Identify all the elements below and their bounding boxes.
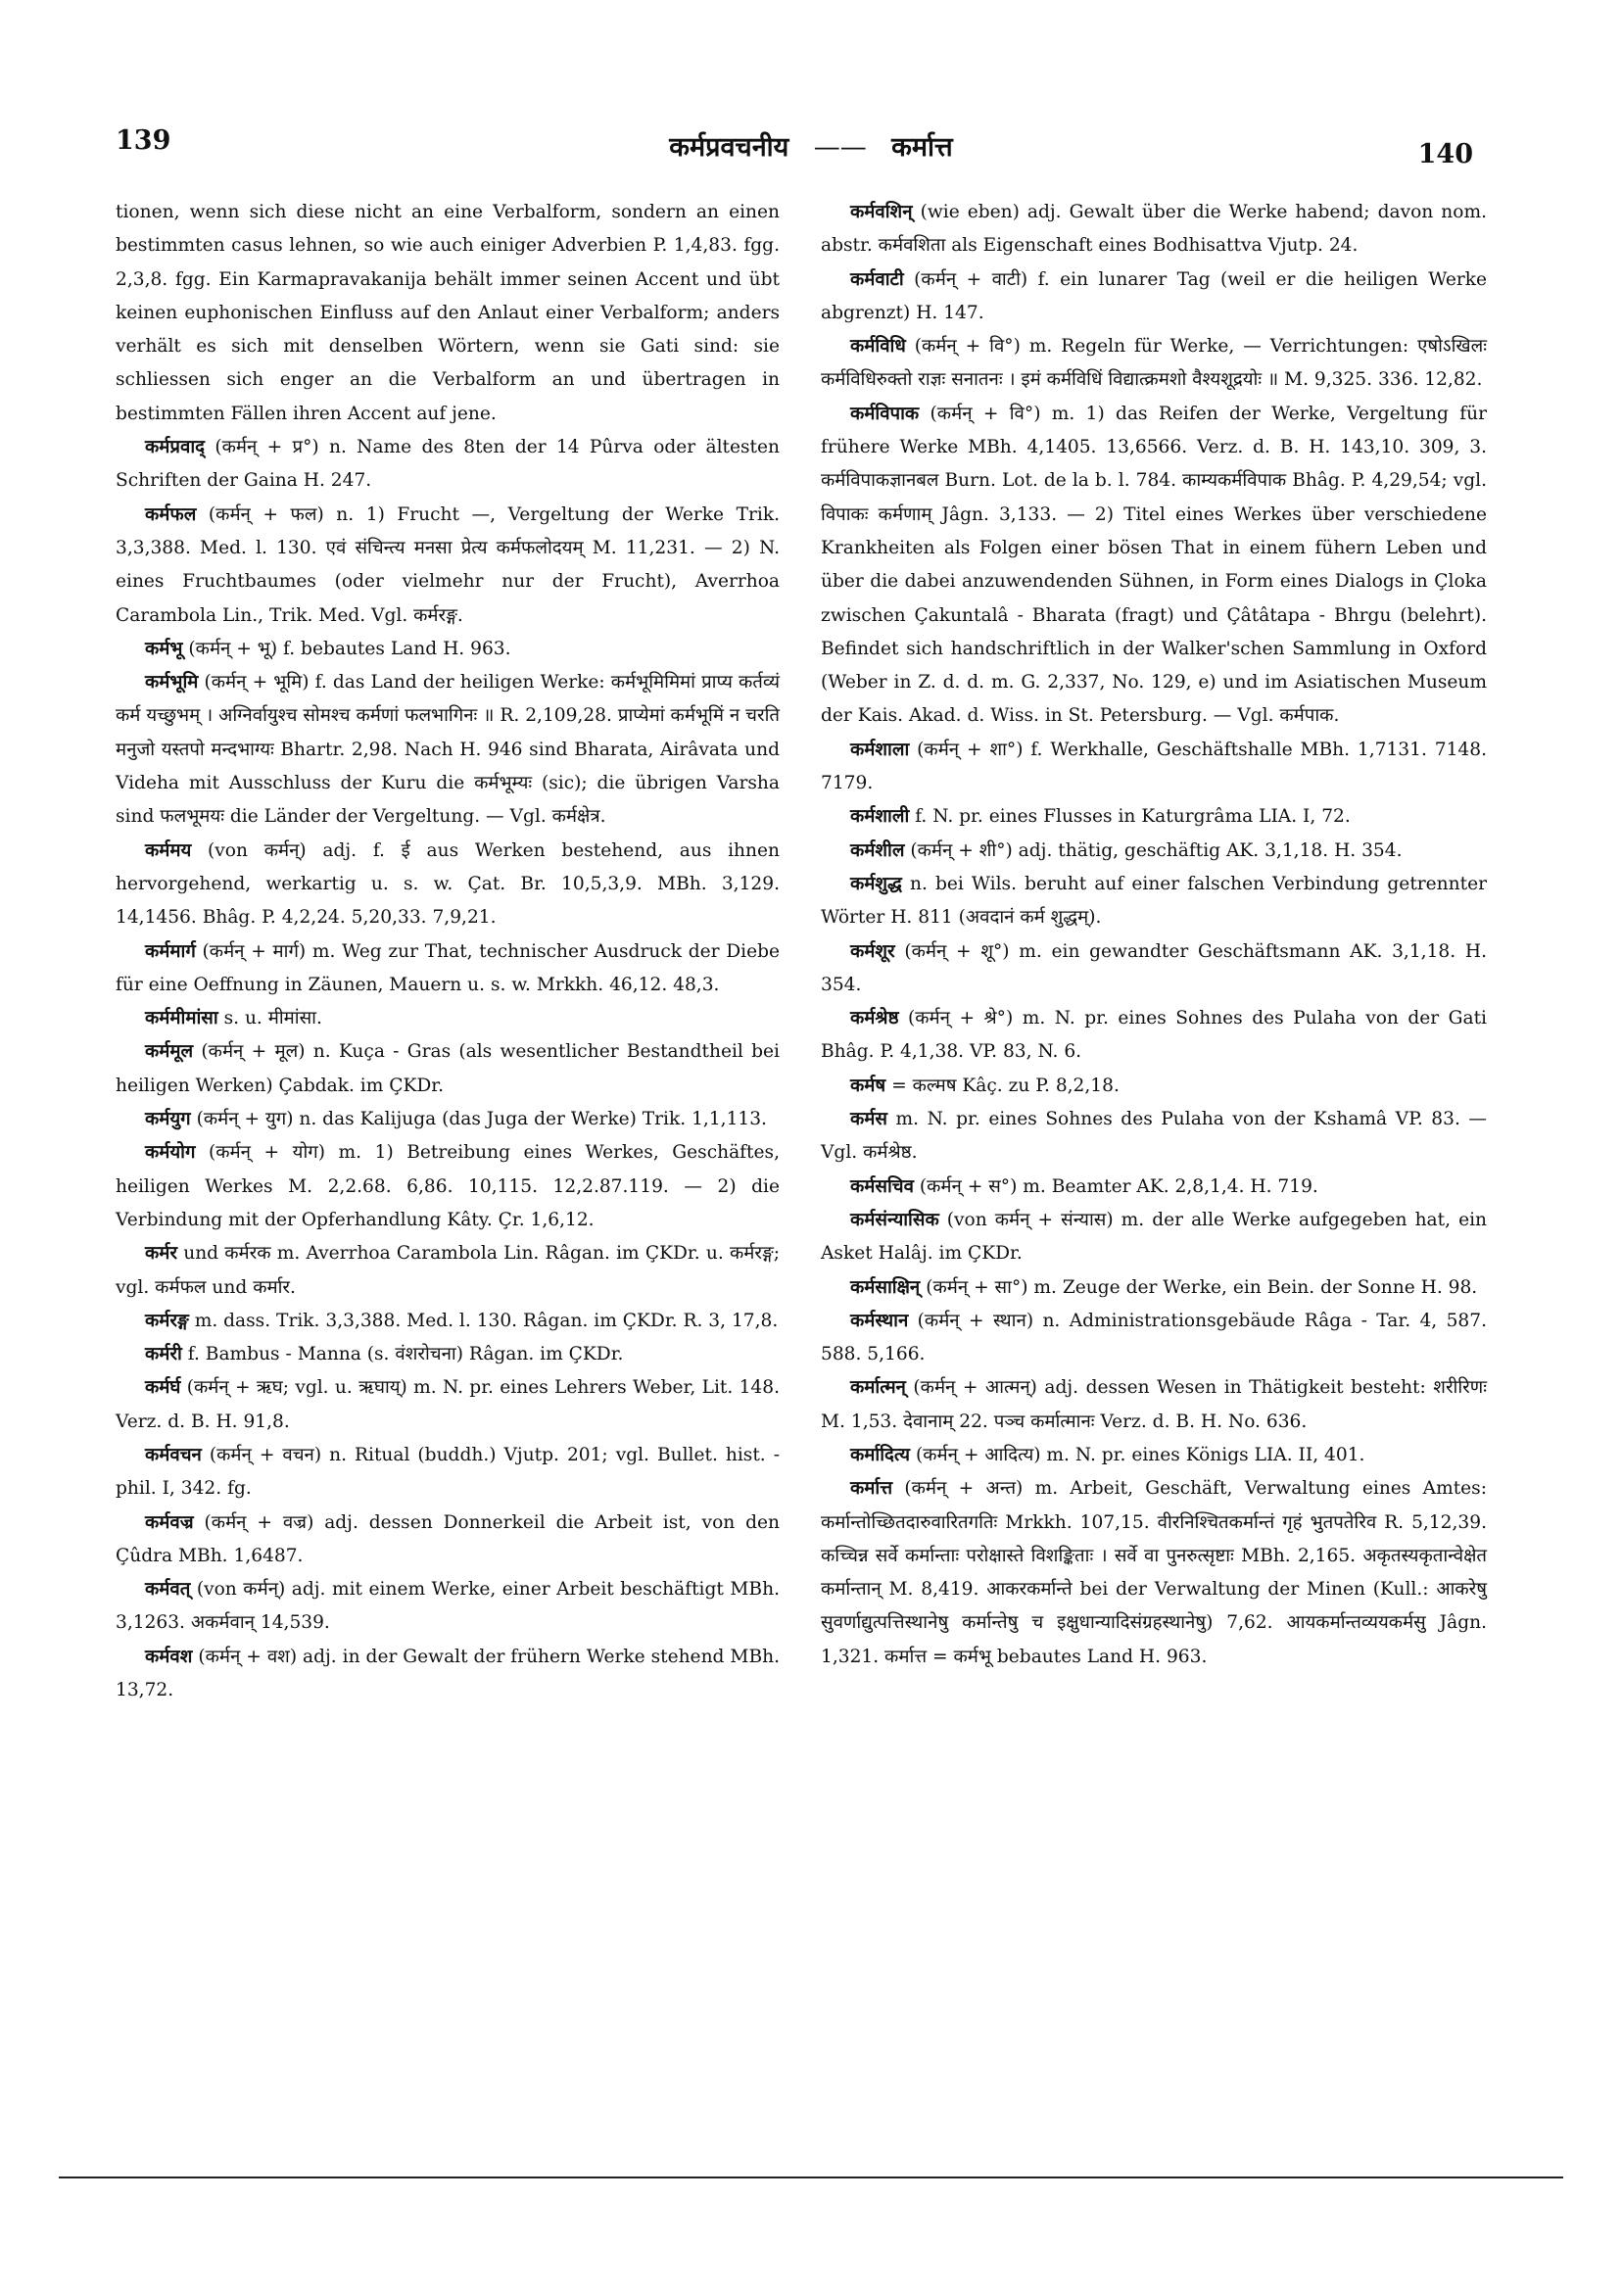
dictionary-entry [116,666,780,834]
entry-headword: कर्मवत् [145,1579,191,1601]
dictionary-entry [116,1305,780,1338]
dictionary-entry [821,1305,1487,1372]
entry-text: m. dass. Trik. 3,3,388. Med. l. 130. Râgan. im ÇKDr. R. 3, 17,8. [194,1310,779,1331]
dictionary-entry [116,1002,780,1035]
dictionary-entry [821,330,1487,398]
entry-text: (कर्मन् + स्थान) n. Administrationsgebäude Râga - Tar. 4, 587. 588. 5,166. [821,1310,1487,1365]
running-head-right: कर्मात्त [891,132,953,163]
dictionary-entry [116,1439,780,1507]
dictionary-entry [821,263,1487,331]
entry-headword: कर्मात्मन् [850,1377,906,1399]
entry-text: (कर्मन् + आदित्य) m. N. pr. eines Königs LIA. II, 401. [916,1444,1365,1465]
bottom-rule [59,2176,1563,2178]
dictionary-entry [116,499,780,633]
entry-headword: कर्मभूमि [145,672,199,694]
entry-text: (कर्मन् + युग) n. das Kalijuga (das Juga der Werke) Trik. 1,1,113. [196,1109,767,1130]
dictionary-entry [116,633,780,666]
dictionary-entry [116,1573,780,1641]
entry-text: (कर्मन् + शू°) m. ein gewandter Geschäftsmann AK. 3,1,18. H. 354. [821,940,1487,995]
entry-headword: कर्मविधि [850,336,906,358]
dictionary-entry [116,431,780,499]
dictionary-entry [821,1204,1487,1271]
entry-text: = कल्मष Kâç. zu P. 8,2,18. [891,1075,1120,1096]
dictionary-entry [821,1002,1487,1070]
dictionary-entry [821,1271,1487,1305]
entry-headword: कर्मशाला [850,739,910,760]
entry-text: (कर्मन् + योग) m. 1) Betreibung eines Werkes, Geschäftes, heiligen Werkes M. 2,2.68. 6,86. 10,115. 12,2.87.119. — 2) die Verbindung mit der Opferhandlung Kâty. Çr. 1,6,12. [116,1142,780,1230]
page-number-right: 140 [1417,139,1473,169]
dictionary-entry [821,935,1487,1003]
entry-headword: कर्मशूर [850,940,895,962]
dictionary-entry [821,734,1487,801]
entry-headword: कर्मात्त [850,1478,893,1500]
entry-text: (कर्मन् + मूल) n. Kuça - Gras (als wesentlicher Bestandtheil bei heiligen Werken) Çabdak. im ÇKDr. [116,1041,780,1096]
entry-text: s. u. मीमांसा. [223,1008,322,1029]
entry-headword: कर्मश्रेष्ठ [850,1008,899,1029]
entry-text: (कर्मन् + ऋघ; vgl. u. ऋघाय्) m. N. pr. eines Lehrers Weber, Lit. 148. Verz. d. B. H. 91,8. [116,1377,780,1432]
dictionary-entry [821,1070,1487,1103]
dictionary-entry [116,1338,780,1371]
entry-headword: कर्मवाटी [850,268,904,290]
entry-text: f. Bambus - Manna (s. वंशरोचना) Râgan. im ÇKDr. [187,1344,624,1365]
dictionary-entry [116,835,780,935]
entry-headword: कर्मष [850,1075,886,1096]
page-number-left: 139 [116,125,171,156]
dictionary-entry [116,1371,780,1439]
entry-text: (कर्मन् + श्रे°) m. N. pr. eines Sohnes des Pulaha von der Gati Bhâg. P. 4,1,38. VP. 83, N. 6. [821,1008,1487,1063]
entry-text: (von कर्मन् + संन्यास) m. der alle Werke aufgegeben hat, ein Asket Halâj. im ÇKDr. [821,1209,1487,1265]
dictionary-entry [821,196,1487,263]
entry-headword: कर्मर [145,1243,178,1265]
dictionary-entry [116,1237,780,1305]
running-head-left: कर्मप्रवचनीय [669,132,789,163]
entry-text: (कर्मन् + शी°) adj. thätig, geschäftig AK. 3,1,18. H. 354. [910,839,1403,861]
entry-text: n. bei Wils. beruht auf einer falschen Verbindung getrennter Wörter H. 811 (अवदानं कर्म शुद्धम्). [821,873,1487,929]
entry-text: (von कर्मन्) adj. mit einem Werke, einer Arbeit beschäftigt MBh. 3,1263. अकर्मवान् 14,539. [116,1579,780,1634]
entry-headword: कर्मसंन्यासिक [850,1209,939,1230]
entry-headword: कर्मशील [850,839,905,861]
entry-headword: कर्मप्रवाद् [145,437,206,458]
entry-headword: कर्मरङ्ग [145,1310,189,1331]
entry-text: (कर्मन् + वाटी) f. ein lunarer Tag (weil er die heiligen Werke abgrenzt) H. 147. [821,268,1487,323]
entry-headword: कर्मवज्र [145,1511,194,1533]
dictionary-entry [116,1035,780,1103]
entry-text: (कर्मन् + शा°) f. Werkhalle, Geschäftshalle MBh. 1,7131. 7148. 7179. [821,739,1487,794]
right-column [821,196,1487,1674]
entry-headword: कर्मस [850,1109,887,1130]
entry-headword: कर्ममार्ग [145,940,196,962]
entry-text: (कर्मन् + प्र°) n. Name des 8ten der 14 Pûrva oder ältesten Schriften der Gaina H. 247. [116,437,780,492]
entry-text: (कर्मन् + भू) f. bebautes Land H. 963. [188,638,511,659]
entry-text: (कर्मन् + वज्र) adj. dessen Donnerkeil die Arbeit ist, von den Çûdra MBh. 1,6487. [116,1511,780,1566]
entry-text: (कर्मन् + वश) adj. in der Gewalt der frühern Werke stehend MBh. 13,72. [116,1646,780,1701]
entry-text: (wie eben) adj. Gewalt über die Werke habend; davon nom. abstr. कर्मवशिता als Eigenschaft eines Bodhisattva Vjutp. 24. [821,202,1487,257]
entry-headword: कर्मवचन [145,1444,202,1465]
dictionary-entry [821,1371,1487,1439]
entry-headword: कर्मभू [145,638,183,659]
entry-headword: कर्मयोग [145,1142,196,1164]
entry-headword: कर्मरी [145,1344,182,1365]
entry-text: (कर्मन् + सा°) m. Zeuge der Werke, ein Bein. der Sonne H. 98. [926,1276,1478,1298]
dictionary-entry [116,1507,780,1574]
entry-headword: कर्मशुद्ध [850,873,902,894]
running-head-dash: —— [813,132,867,163]
entry-headword: कर्मफल [145,503,197,525]
entry-headword: कर्मसचिव [850,1175,914,1197]
entry-text: (von कर्मन्) adj. f. ई aus Werken bestehend, aus ihnen hervorgehend, werkartig u. s. w. Çat. Br. 10,5,3,9. MBh. 3,129. 14,1456. Bhâg. P. 4,2,24. 5,20,33. 7,9,21. [116,839,780,929]
entry-text: und कर्मरक m. Averrhoa Carambola Lin. Râgan. im ÇKDr. u. कर्मरङ्ग; vgl. कर्मफल und कर्मार. [116,1243,780,1298]
entry-text: tionen, wenn sich diese nicht an eine Verbalform, sondern an einen bestimmten casus lehnen, so wie auch einiger Adverbien P. 1,4,83. fgg. 2,3,8. fgg. Ein Karmapravakanija behält immer seinen Accent und übt keinen euphonischen Einfluss auf den Anlaut einer Verbalform; anders verhält es sich mit denselben Wörtern, wenn sie Gati sind: sie schliessen sich enger an die Verbalform an und übertragen in bestimmten Fällen ihren Accent auf jene. [116,202,780,424]
entry-text: (कर्मन् + मार्ग) m. Weg zur That, technischer Ausdruck der Diebe für eine Oeffnung in Zäunen, Mauern u. s. w. Mrkkh. 46,12. 48,3. [116,940,780,995]
entry-text: (कर्मन् + वि°) m. 1) das Reifen der Werke, Vergeltung für frühere Werke MBh. 4,1405. 13,6566. Verz. d. B. H. 143,10. 309, 3. कर्मविपाकज्ञानबल Burn. Lot. de la b. l. 784. काम्यकर्मविपाक Bhâg. P. 4,29,54; vgl. विपाकः कर्मणाम् Jâgn. 3,133. — 2) Titel eines Werkes über verschiedene Krankheiten als Folgen einer bösen That in einem fühern Leben und über die dabei anzuwendenden Sühnen, in Form eines Dialogs in Çloka zwischen Çakuntalâ - Bharata (fragt) und Çâtâtapa - Bhrgu (belehrt). Befindet sich handschriftlich in der Walker'schen Sammlung in Oxford (Weber in Z. d. d. m. G. 2,337, No. 129, e) und im Asiatischen Museum der Kais. Akad. d. Wiss. in St. Petersburg. — Vgl. कर्मपाक. [821,403,1487,727]
entry-headword: कर्ममूल [145,1041,194,1063]
entry-text: f. N. pr. eines Flusses in Katurgrâma LIA. I, 72. [915,806,1351,828]
dictionary-entry [821,1171,1487,1204]
dictionary-entry [116,196,780,431]
dictionary-entry [821,868,1487,935]
entry-headword: कर्ममीमांसा [145,1008,218,1029]
dictionary-entry [821,1103,1487,1171]
entry-text: (कर्मन् + वचन) n. Ritual (buddh.) Vjutp. 201; vgl. Bullet. hist. - phil. I, 342. fg. [116,1444,780,1500]
dictionary-entry [821,1472,1487,1674]
dictionary-entry [821,835,1487,868]
dictionary-entry [821,800,1487,834]
entry-headword: कर्मादित्य [850,1444,911,1465]
running-head [0,127,1622,164]
entry-headword: कर्मस्थान [850,1310,909,1331]
entry-headword: कर्मविपाक [850,403,920,424]
entry-headword: कर्मशाली [850,806,910,828]
entry-text: (कर्मन् + फल) n. 1) Frucht —, Vergeltung der Werke Trik. 3,3,388. Med. l. 130. एवं संचिन्त्य मनसा प्रेत्य कर्मफलोदयम् M. 11,231. — 2) N. eines Fruchtbaumes (oder vielmehr nur der Frucht), Averrhoa Carambola Lin., Trik. Med. Vgl. कर्मरङ्ग. [116,503,780,626]
entry-headword: कर्मवशिन् [850,202,913,222]
entry-headword: कर्मर्घ [145,1377,181,1399]
entry-text: (कर्मन् + स°) m. Beamter AK. 2,8,1,4. H. 719. [919,1175,1318,1197]
dictionary-entry [116,935,780,1003]
entry-text: (कर्मन् + वि°) m. Regeln für Werke, — Verrichtungen: एषोऽखिलः कर्मविधिरुक्तो राज्ञः सनातनः । इमं कर्मविधिं विद्यात्क्रमशो वैश्यशूद्रयोः ॥ M. 9,325. 336. 12,82. [821,336,1487,391]
dictionary-entry [821,1439,1487,1472]
entry-headword: कर्मवश [145,1646,193,1667]
entry-headword: कर्ममय [145,839,192,861]
left-column [116,196,780,1707]
dictionary-entry [116,1641,780,1708]
entry-text: (कर्मन् + भूमि) f. das Land der heiligen Werke: कर्मभूमिमिमां प्राप्य कर्तव्यं कर्म यच्छुभम् । अग्निर्वायुश्च सोमश्च कर्मणां फलभागिनः ॥ R. 2,109,28. प्राप्येमां कर्मभूमिं न चरति मनुजो यस्तपो मन्दभाग्यः Bhartr. 2,98. Nach H. 946 sind Bharata, Airâvata und Videha mit Ausschluss der Kuru die कर्मभूम्यः (sic); die übrigen Varsha sind फलभूमयः die Länder der Vergeltung. — Vgl. कर्मक्षेत्र. [116,672,780,828]
dictionary-entry [116,1103,780,1136]
entry-text: (कर्मन् + अन्त) m. Arbeit, Geschäft, Verwaltung eines Amtes: कर्मान्तोच्छितदारुवारितगतिः Mrkkh. 107,15. वीरनिश्चितकर्मान्तं गृहं भुतपतेरिव R. 5,12,39. कच्चिन्न सर्वे कर्मान्ताः परोक्षास्ते विशङ्किताः । सर्वे वा पुनरुत्सृष्टाः MBh. 2,165. अकृतस्यकृतान्वेक्षेत कर्मान्तान् M. 8,419. आकरकर्मान्ते bei der Verwaltung der Minen (Kull.: आकरेषु सुवर्णाद्युत्पत्तिस्थानेषु कर्मान्तेषु च इक्षुधान्यादिसंग्रहस्थानेषु) 7,62. आयकर्मान्तव्ययकर्मसु Jâgn. 1,321. कर्मात्त = कर्मभू bebautes Land H. 963. [821,1478,1487,1667]
entry-text: m. N. pr. eines Sohnes des Pulaha von der Kshamâ VP. 83. — Vgl. कर्मश्रेष्ठ. [821,1109,1487,1164]
entry-headword: कर्मयुग [145,1109,191,1130]
entry-headword: कर्मसाक्षिन् [850,1276,921,1298]
dictionary-entry [821,398,1487,734]
entry-text: (कर्मन् + आत्मन्) adj. dessen Wesen in Thätigkeit besteht: शरीरिणः M. 1,53. देवानाम् 22. पञ्च कर्मात्मानः Verz. d. B. H. No. 636. [821,1377,1487,1432]
dictionary-entry [116,1136,780,1237]
